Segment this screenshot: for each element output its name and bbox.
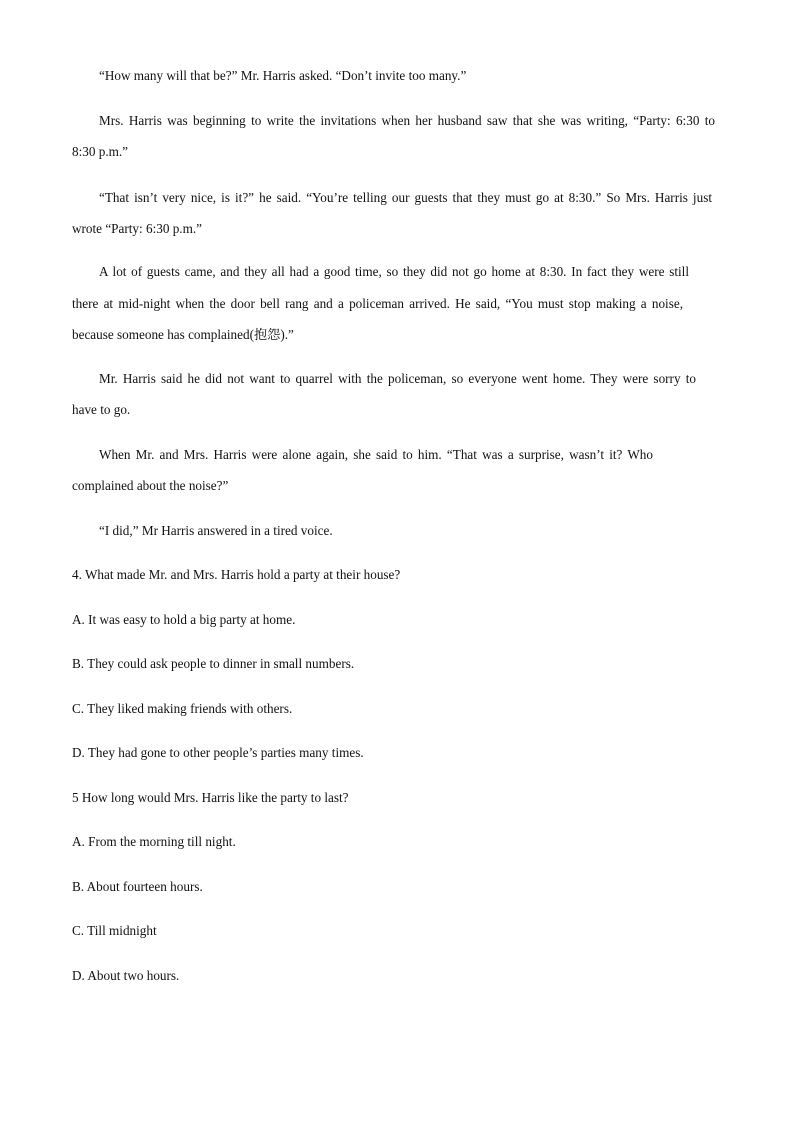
question-5-option-b: B. About fourteen hours.: [72, 879, 203, 894]
passage-paragraph-5-line-1: Mr. Harris said he did not want to quarrel with the policeman, so everyone went home. They were sorry to: [99, 371, 696, 386]
question-4-option-c: C. They liked making friends with others.: [72, 701, 293, 716]
passage-paragraph-4-line-1: A lot of guests came, and they all had a good time, so they did not go home at 8:30. In fact they were still: [99, 264, 689, 279]
question-5-option-d: D. About two hours.: [72, 968, 180, 983]
passage-paragraph-6-line-1: When Mr. and Mrs. Harris were alone again, she said to him. “That was a surprise, wasn’t it? Who: [99, 447, 653, 462]
passage-paragraph-2-line-1: Mrs. Harris was beginning to write the invitations when her husband saw that she was writing, “Party: 6:30 to: [99, 113, 715, 128]
passage-paragraph-1-line-1: “How many will that be?” Mr. Harris asked. “Don’t invite too many.”: [99, 68, 467, 83]
question-5-option-a: A. From the morning till night.: [72, 834, 236, 849]
question-5-option-c: C. Till midnight: [72, 923, 157, 938]
question-4-stem: 4. What made Mr. and Mrs. Harris hold a party at their house?: [72, 567, 401, 582]
question-5-stem: 5 How long would Mrs. Harris like the party to last?: [72, 790, 349, 805]
question-4-option-d: D. They had gone to other people’s parties many times.: [72, 745, 364, 760]
passage-paragraph-2-line-2: 8:30 p.m.”: [72, 144, 129, 159]
passage-paragraph-4-line-3: because someone has complained(抱怨).”: [72, 327, 294, 342]
passage-paragraph-6-line-2: complained about the noise?”: [72, 478, 229, 493]
passage-paragraph-3-line-1: “That isn’t very nice, is it?” he said. “You’re telling our guests that they must go at 8:30.” So Mrs. Harris just: [99, 190, 712, 205]
question-4-option-a: A. It was easy to hold a big party at home.: [72, 612, 296, 627]
passage-paragraph-4-line-2: there at mid-night when the door bell rang and a policeman arrived. He said, “You must stop making a noise,: [72, 296, 683, 311]
question-4-option-b: B. They could ask people to dinner in small numbers.: [72, 656, 355, 671]
passage-paragraph-7-line-1: “I did,” Mr Harris answered in a tired voice.: [99, 523, 333, 538]
passage-paragraph-3-line-2: wrote “Party: 6:30 p.m.”: [72, 221, 203, 236]
passage-paragraph-5-line-2: have to go.: [72, 402, 131, 417]
